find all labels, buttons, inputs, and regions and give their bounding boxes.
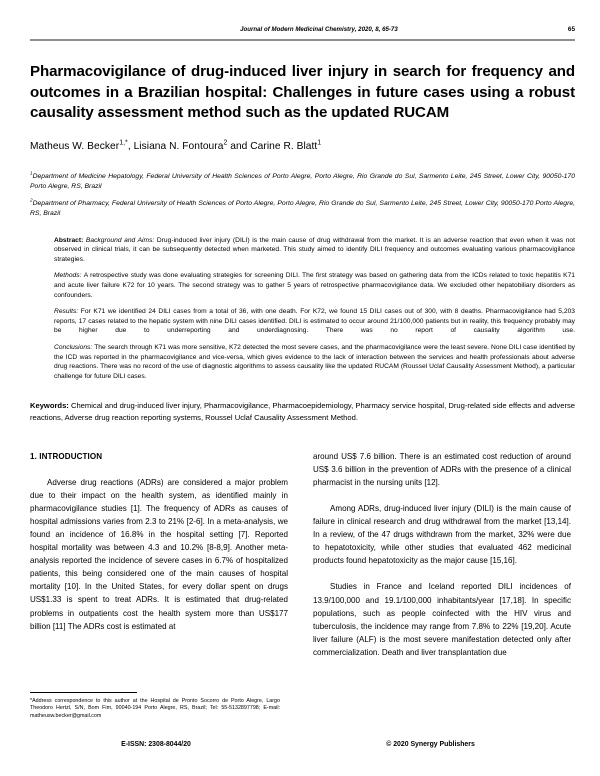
author-separator-1: ,: [127, 141, 134, 152]
author-affiliation-marker-3: 1: [317, 139, 322, 147]
abstract-block: [54, 229, 575, 389]
author-name-2: Lisiana N. Fontoura: [133, 141, 224, 152]
author-separator-2: and: [227, 141, 251, 152]
issn-label: E-ISSN: 2308-8044/20: [121, 741, 191, 748]
author-list: [30, 140, 575, 154]
affiliation-list: [30, 172, 575, 225]
abstract-paragraph-methods: [54, 271, 575, 300]
abstract-section-label: Results: [54, 308, 77, 316]
abstract-section-label: Methods: [54, 272, 80, 280]
abstract-heading: Abstract:: [54, 236, 84, 244]
body-paragraph: Adverse drug reactions (ADRs) are considered a major problem due to their impact on the health system, as identified mainly in pharmacovigilance studies [1]. The frequency of ADRs as causes of hospital admissions varies from 2.3 to 21% [2-6]. In a meta-analysis, we found an incidence of 16.8% in the hospital setting [7]. Reported hospital mortality was between 4.3 and 10.2% [8-8,9]. Another meta-analysis reported the incidence of severe cases in 6.7% of hospitalized patients, this being considered one of the main causes of hospital mortality [10]. In the United States, for every dollar spent on drugs US$1.33 is spent to treat ADRs. It is estimated that drug-related problems in outpatients cost the health system more than US$177 billion [11] The ADRs cost is estimated at: [30, 478, 288, 631]
author-name-3: Carine R. Blatt: [250, 141, 318, 152]
correspondence-footnote: *Address correspondence to this author at the Hospital de Pronto Socorro de Porto Alegre, Largo Theodoro Hertzl, S/N, Bom Fim, 90040-194 Porto Alegre, RS, Brazil; Tel: 55-5132897798; E-mail: matheusw.becker@gmail.com: [30, 698, 280, 719]
page-footer: [30, 741, 575, 748]
journal-citation: Journal of Modern Medicinal Chemistry, 2020, 8, 65-73: [240, 26, 398, 33]
author-name-1: Matheus W. Becker: [30, 141, 120, 152]
publisher-label: © 2020 Synergy Publishers: [386, 741, 475, 748]
keywords-text: Chemical and drug-induced liver injury, Pharmacovigilance, Pharmacoepidemiology, Pharmacy service hospital, Drug-related side effects and adverse reactions, Adverse drug reaction reporting systems, Roussel Uclaf Causality Assessment Method.: [30, 401, 575, 422]
page-number: 65: [567, 26, 575, 33]
abstract-section-label: Conclusions: [54, 344, 91, 352]
affiliation-marker: 1: [30, 170, 33, 176]
body-paragraph: Among ADRs, drug-induced liver injury (DILI) is the main cause of failure in clinical research and drug withdrawal from the market [13,14]. In a review, of the 47 drugs withdrawn from the market, 32% were due to hepatotoxicity, while other studies that evaluated 462 medicinal products found hepatotoxicity as the major cause [15,16].: [313, 504, 571, 566]
affiliation-item: [30, 172, 575, 192]
header-divider: [30, 39, 575, 41]
abstract-paragraph-results: [54, 307, 575, 336]
affiliation-text: Department of Pharmacy, Federal University of Health Sciences of Porto Alegre, Porto Alegre, Rio Grande do Sul, Sarmento Leite, 245 Street, Lower City, 90050-170 Porto Alegre, RS, Brazil: [30, 199, 575, 217]
affiliation-item: [30, 199, 575, 219]
abstract-section-text: Drug-induced liver injury (DILI) is the main cause of drug withdrawal from the market. It is an adverse reaction that even when it was not observed in clinical trials, it can be subsequently detected when marketed. This study aimed to identify DILI frequency and outcomes evaluating various pharmacovigilance strategies.: [54, 236, 575, 263]
abstract-section-label: Background and Aims: [85, 236, 153, 244]
section-heading-introduction: 1. INTRODUCTION: [30, 452, 103, 461]
abstract-section-text: For K71 we identified 24 DILI cases from a total of 36, with one death. For K72, we found 15 DILI cases out of 300, with 8 deaths. Pharmacovigilance had 5,203 reports, 17 cases related to the hepatic system with nine DILI cases identified. DILI is estimated to occur around 21/100,000 patients but in reality, this frequency probably may be higher due to underreporting and underdiagnosing. There was no report of causality algorithm use.: [54, 308, 575, 335]
page-title: Pharmacovigilance of drug-induced liver injury in search for frequency and outcomes in a Brazilian hospital: Challenges in future cases using a robust causality assessment method such as the updated RUCAM: [30, 63, 575, 121]
running-head: [30, 26, 575, 40]
keywords-label: Keywords:: [30, 401, 69, 410]
author-affiliation-marker-2: 2: [223, 139, 228, 147]
abstract-section-label-suffix: :: [76, 308, 81, 316]
keywords-block: [30, 400, 575, 423]
abstract-section-text: The search through K71 was more sensitive, K72 detected the most severe cases, and the pharmacovigilance were the least severe. None DILI case identified by the ICD was reported in the pharmacovigilance and vice-versa, which gives evidence to the lack of interaction between the services and health professionals about adverse drug reactions. There was no record of the use of diagnostic algorithms to assess causality like the updated RUCAM (Roussel Uclaf Causality Assessment Method), a particular challenge for future DILI cases.: [54, 344, 575, 380]
abstract-paragraph-conclusions: [54, 343, 575, 381]
footnote-divider: [30, 692, 137, 693]
abstract-section-label-suffix: :: [79, 272, 84, 280]
author-affiliation-marker-1: 1,*: [119, 139, 128, 147]
affiliation-text: Department of Medicine Hepatology, Federal University of Health Sciences of Porto Alegre, Porto Alegre, Rio Grande do Sul, Sarmento Leite, 245 Street, Lower City, 90050-170 Porto Alegre, RS, Brazil: [30, 173, 575, 191]
abstract-paragraph-background: [54, 236, 575, 265]
body-column-right: [313, 450, 571, 659]
body-paragraph: around US$ 7.6 billion. There is an estimated cost reduction of around US$ 3.6 billion in the prevention of ADRs with the presence of a clinical pharmacist in the nursing units [12].: [313, 452, 571, 488]
abstract-section-label-suffix: :: [90, 344, 95, 352]
affiliation-marker: 2: [30, 197, 33, 203]
abstract-section-text: A retrospective study was done evaluating strategies for screening DILI. The first strategy was based on gathering data from the ICDs related to toxic hepatitis K71 and acute liver failure K72 for 10 years. The second strategy was to gather 5 years of retrospective pharmacovigilance data. We excluded other hepatobiliary disorders as confounders.: [54, 272, 575, 299]
body-paragraph: Studies in France and Iceland reported DILI incidences of 13.9/100,000 and 19.1/100,000 inhabitants/year [17,18]. In specific populations, such as people coinfected with the HIV virus and tuberculosis, the incidence may range from 7.8% to 22% [19,20]. Acute liver failure (ALF) is the most severe manifestation detected only after commercialization. Death and liver transplantation due: [313, 582, 571, 657]
abstract-section-label-suffix: :: [152, 236, 157, 244]
body-column-left: [30, 450, 288, 633]
